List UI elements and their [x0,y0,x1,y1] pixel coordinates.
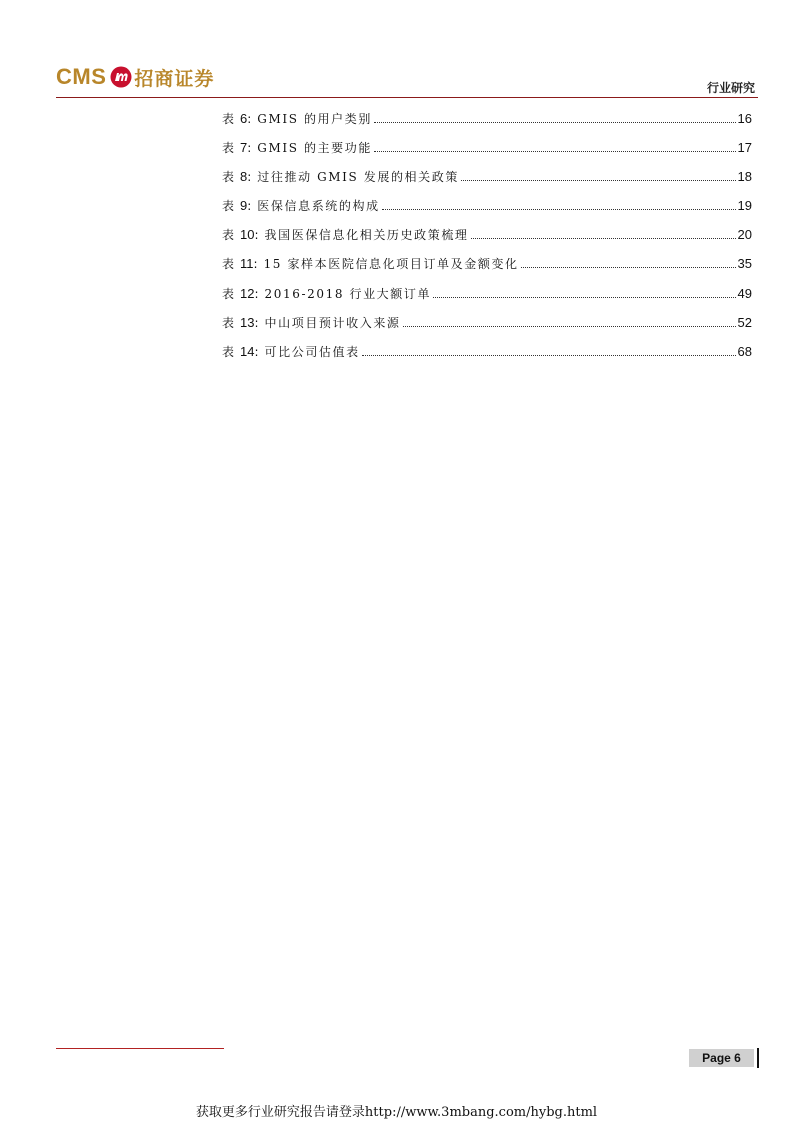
toc-number: 8 [240,169,248,185]
section-label: 行业研究 [706,81,755,95]
toc-colon: : [254,344,259,359]
toc-title: 15 家样本医院信息化项目订单及金额变化 [263,257,519,272]
toc-prefix: 表 [222,315,237,330]
toc-row[interactable] [222,279,752,308]
toc-title: GMIS 的主要功能 [257,141,372,156]
toc-title: 可比公司估值表 [264,344,360,359]
toc-title: GMIS 的用户类别 [257,112,372,126]
toc-page-number: 52 [737,314,752,330]
toc-colon: : [254,315,259,330]
toc-row[interactable] [222,308,752,337]
toc-prefix: 表 [222,112,237,126]
toc-colon: : [247,170,252,185]
toc-row[interactable] [222,337,752,366]
toc-leader [403,326,736,327]
toc-title: 中山项目预计收入来源 [264,315,401,330]
toc-prefix: 表 [222,286,237,301]
toc-page-number: 17 [737,140,752,156]
footnote-rule [56,1048,224,1049]
toc-number: 11 [240,256,254,272]
table-of-contents [222,104,752,366]
toc-page-number: 68 [737,343,752,359]
cms-emblem-icon [110,66,132,88]
toc-row[interactable] [222,162,752,191]
toc-prefix: 表 [222,170,237,185]
toc-title: 2016-2018 行业大额订单 [264,286,432,301]
toc-leader [374,151,736,152]
toc-colon: : [254,286,259,301]
toc-title: 医保信息系统的构成 [257,199,380,214]
toc-prefix: 表 [222,257,237,272]
toc-title: 我国医保信息化相关历史政策梳理 [264,228,469,243]
toc-prefix: 表 [222,228,237,243]
toc-row[interactable] [222,133,752,162]
toc-leader [471,238,736,239]
toc-colon: : [253,257,258,272]
toc-number: 7 [240,140,248,156]
logo-cn-text: 招商证券 [134,67,215,90]
toc-number: 14 [240,343,255,359]
toc-page-number: 35 [737,256,752,272]
toc-page-number: 18 [737,169,752,185]
toc-page-number: 16 [737,111,752,126]
toc-colon: : [254,228,259,243]
toc-colon: : [247,112,252,126]
toc-number: 6 [240,111,248,126]
toc-leader [521,267,736,268]
toc-number: 13 [240,314,255,330]
toc-colon: : [247,199,252,214]
toc-leader [382,209,736,210]
toc-prefix: 表 [222,344,237,359]
toc-page-number: 19 [737,198,752,214]
brand-logo [56,60,214,94]
toc-row[interactable] [222,104,752,133]
page-marker [757,1048,759,1068]
toc-leader [461,180,736,181]
toc-number: 12 [240,285,255,301]
toc-colon: : [247,141,252,156]
toc-number: 10 [240,227,255,243]
toc-page-number: 49 [737,285,752,301]
toc-leader [433,297,735,298]
toc-row[interactable] [222,249,752,278]
toc-number: 9 [240,198,248,214]
toc-leader [362,355,736,356]
header-rule [56,97,758,98]
toc-title: 过往推动 GMIS 发展的相关政策 [257,170,459,185]
toc-page-number: 20 [737,227,752,243]
logo-text: CMS [56,64,107,89]
toc-prefix: 表 [222,199,237,214]
toc-prefix: 表 [222,141,237,156]
toc-leader [374,122,736,123]
footer-note: 获取更多行业研究报告请登录http://www.3mbang.com/hybg.html [195,1105,598,1120]
toc-row[interactable] [222,191,752,220]
page-number: Page 6 [689,1049,754,1067]
toc-row[interactable] [222,220,752,249]
